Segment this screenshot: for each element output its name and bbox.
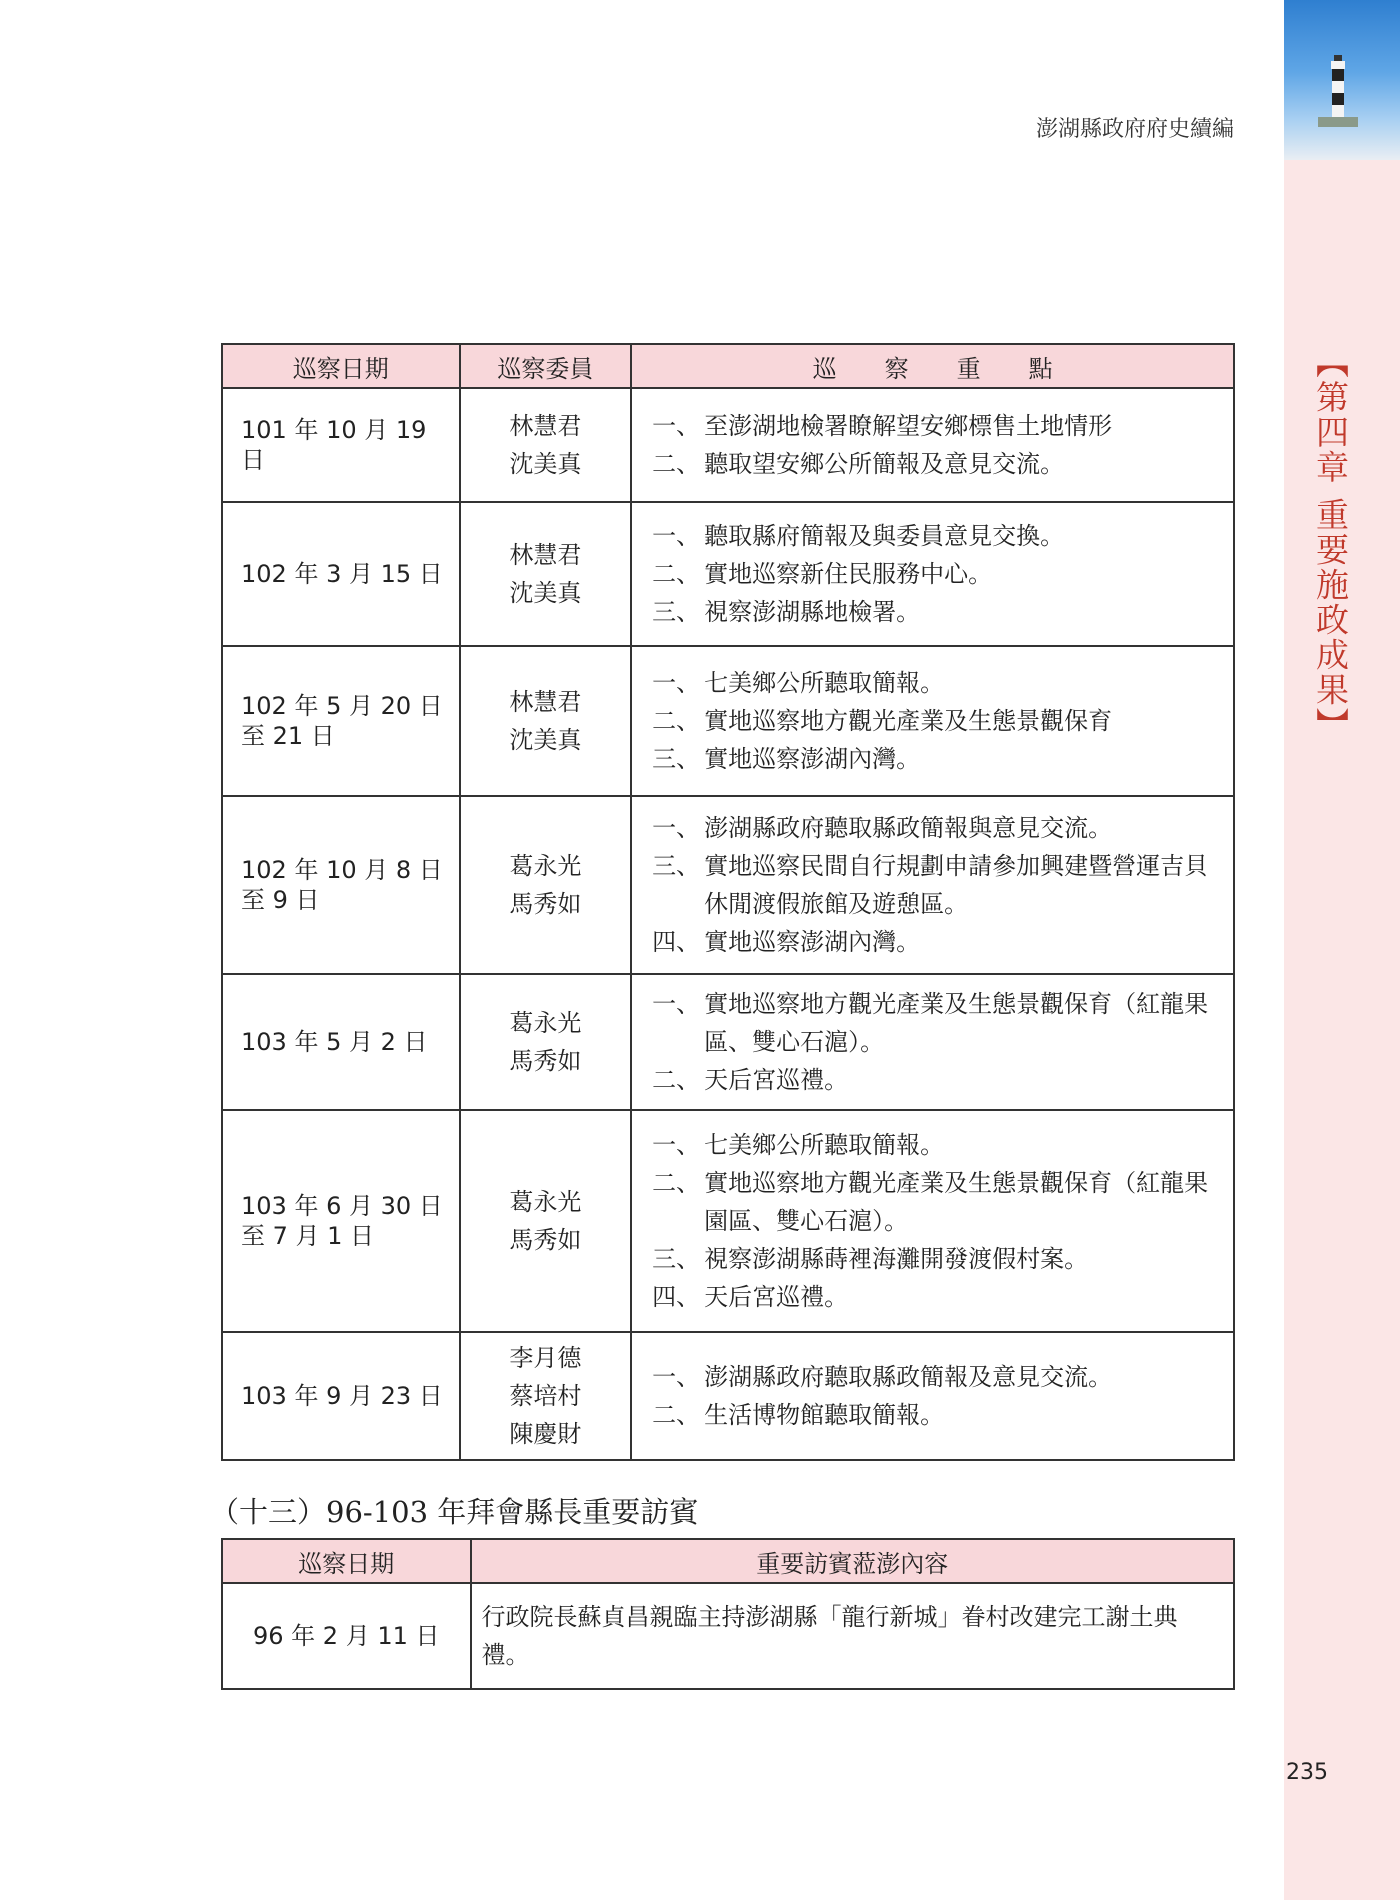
point-text: 視察澎湖縣蒔裡海灘開發渡假村案。 [704, 1245, 1089, 1273]
point-text: 七美鄉公所聽取簡報。 [704, 1131, 945, 1159]
header-points: 巡 察 重 點 [631, 344, 1234, 388]
point-text: 生活博物館聽取簡報。 [704, 1401, 945, 1429]
inspection-points [631, 974, 1234, 1110]
point-text: 至澎湖地檢署瞭解望安鄉標售土地情形 [704, 412, 1113, 440]
visit-header-content: 重要訪賓蒞澎內容 [471, 1539, 1234, 1583]
table-row [222, 796, 1234, 974]
table-row [222, 1583, 1234, 1689]
point-text: 天后宮巡禮。 [704, 1283, 849, 1311]
table-row [222, 388, 1234, 502]
point-text: 實地巡察民間自行規劃申請參加興建暨營運吉貝休閒渡假旅館及遊憩區。 [704, 852, 1209, 918]
date-line: 101 年 10 月 19 日 [241, 416, 427, 474]
date-line: 103 年 6 月 30 日 [241, 1192, 443, 1220]
point-item [652, 1396, 1225, 1434]
section-title: （十三）96-103 年拜會縣長重要訪賓 [210, 1495, 699, 1529]
inspection-members [460, 796, 632, 974]
point-number: 二、 [652, 450, 701, 478]
member-name: 馬秀如 [509, 1226, 582, 1254]
member-name: 林慧君 [509, 541, 582, 569]
member-name: 沈美真 [509, 579, 582, 607]
point-number: 一、 [652, 412, 701, 440]
point-number: 三、 [652, 1245, 701, 1273]
point-text: 實地巡察澎湖內灣。 [704, 745, 921, 773]
inspection-members [460, 1110, 632, 1332]
table-row [222, 1110, 1234, 1332]
point-number: 三、 [652, 598, 701, 626]
inspection-date [222, 796, 460, 974]
member-name: 沈美真 [509, 450, 582, 478]
point-text: 聽取縣府簡報及與委員意見交換。 [704, 522, 1065, 550]
point-number: 四、 [652, 928, 701, 956]
point-item [652, 555, 1225, 593]
date-line: 至 7 月 1 日 [241, 1222, 375, 1250]
date-line: 至 21 日 [241, 722, 335, 750]
point-number: 一、 [652, 1363, 701, 1391]
point-text: 澎湖縣政府聽取縣政簡報與意見交流。 [704, 814, 1113, 842]
header-members: 巡察委員 [460, 344, 632, 388]
inspection-date [222, 388, 460, 502]
point-item [652, 517, 1225, 555]
inspection-points [631, 1332, 1234, 1460]
header-date: 巡察日期 [222, 344, 460, 388]
member-name: 林慧君 [509, 688, 582, 716]
point-number: 一、 [652, 522, 701, 550]
point-item [652, 1126, 1225, 1164]
inspection-date [222, 974, 460, 1110]
point-text: 實地巡察澎湖內灣。 [704, 928, 921, 956]
point-text: 實地巡察地方觀光產業及生態景觀保育（紅龍果區、雙心石滬）。 [704, 990, 1209, 1056]
visit-header-date: 巡察日期 [222, 1539, 471, 1583]
point-item [652, 1164, 1225, 1240]
inspection-header-row [222, 344, 1234, 388]
point-number: 一、 [652, 990, 701, 1018]
inspection-members [460, 502, 632, 646]
table-row [222, 1332, 1234, 1460]
point-number: 一、 [652, 1131, 701, 1159]
table-row [222, 502, 1234, 646]
point-number: 二、 [652, 1066, 701, 1094]
point-number: 三、 [652, 745, 701, 773]
chapter-sidebar [1284, 0, 1400, 1900]
point-text: 實地巡察地方觀光產業及生態景觀保育（紅龍果園區、雙心石滬）。 [704, 1169, 1209, 1235]
lighthouse-icon [1318, 55, 1358, 155]
visit-header-row [222, 1539, 1234, 1583]
point-text: 視察澎湖縣地檢署。 [704, 598, 921, 626]
inspection-points [631, 1110, 1234, 1332]
member-name: 陳慶財 [509, 1420, 582, 1448]
point-item [652, 923, 1225, 961]
point-text: 七美鄉公所聽取簡報。 [704, 669, 945, 697]
point-item [652, 445, 1225, 483]
member-name: 蔡培村 [509, 1382, 582, 1410]
point-text: 實地巡察地方觀光產業及生態景觀保育 [704, 707, 1113, 735]
point-item [652, 740, 1225, 778]
inspection-points [631, 388, 1234, 502]
inspection-date [222, 646, 460, 796]
date-line: 至 9 日 [241, 886, 320, 914]
point-item [652, 985, 1225, 1061]
chapter-title: 【第四章 重要施政成果】 [1311, 345, 1350, 743]
point-number: 三、 [652, 852, 701, 880]
visit-date: 96 年 2 月 11 日 [222, 1583, 471, 1689]
point-item [652, 1278, 1225, 1316]
inspection-members [460, 646, 632, 796]
point-item [652, 664, 1225, 702]
point-text: 天后宮巡禮。 [704, 1066, 849, 1094]
point-text: 實地巡察新住民服務中心。 [704, 560, 993, 588]
date-line: 102 年 10 月 8 日 [241, 856, 443, 884]
date-line: 102 年 5 月 20 日 [241, 692, 443, 720]
visit-table [221, 1538, 1235, 1690]
member-name: 葛永光 [509, 1188, 582, 1216]
page-number: 235 [1286, 1760, 1328, 1785]
point-item [652, 593, 1225, 631]
point-number: 二、 [652, 560, 701, 588]
inspection-points [631, 646, 1234, 796]
visit-content: 行政院長蘇貞昌親臨主持澎湖縣「龍行新城」眷村改建完工謝土典禮。 [471, 1583, 1234, 1689]
member-name: 李月德 [509, 1344, 582, 1372]
inspection-date [222, 1332, 460, 1460]
point-item [652, 407, 1225, 445]
point-item [652, 809, 1225, 847]
inspection-members [460, 974, 632, 1110]
point-item [652, 1061, 1225, 1099]
point-text: 聽取望安鄉公所簡報及意見交流。 [704, 450, 1065, 478]
point-item [652, 1240, 1225, 1278]
point-number: 四、 [652, 1283, 701, 1311]
date-line: 103 年 9 月 23 日 [241, 1382, 443, 1410]
member-name: 沈美真 [509, 726, 582, 754]
point-number: 二、 [652, 707, 701, 735]
date-line: 103 年 5 月 2 日 [241, 1028, 428, 1056]
inspection-members [460, 1332, 632, 1460]
lighthouse-banner [1284, 0, 1400, 160]
date-line: 102 年 3 月 15 日 [241, 560, 443, 588]
member-name: 林慧君 [509, 412, 582, 440]
member-name: 葛永光 [509, 1009, 582, 1037]
inspection-date [222, 1110, 460, 1332]
inspection-table [221, 343, 1235, 1461]
point-item [652, 847, 1225, 923]
inspection-members [460, 388, 632, 502]
member-name: 葛永光 [509, 852, 582, 880]
member-name: 馬秀如 [509, 890, 582, 918]
table-row [222, 974, 1234, 1110]
point-number: 一、 [652, 669, 701, 697]
point-item [652, 702, 1225, 740]
member-name: 馬秀如 [509, 1047, 582, 1075]
page-header: 澎湖縣政府府史續編 [1035, 117, 1234, 142]
inspection-date [222, 502, 460, 646]
point-number: 二、 [652, 1401, 701, 1429]
inspection-points [631, 796, 1234, 974]
point-text: 澎湖縣政府聽取縣政簡報及意見交流。 [704, 1363, 1113, 1391]
point-number: 一、 [652, 814, 701, 842]
point-number: 二、 [652, 1169, 701, 1197]
inspection-points [631, 502, 1234, 646]
table-row [222, 646, 1234, 796]
point-item [652, 1358, 1225, 1396]
